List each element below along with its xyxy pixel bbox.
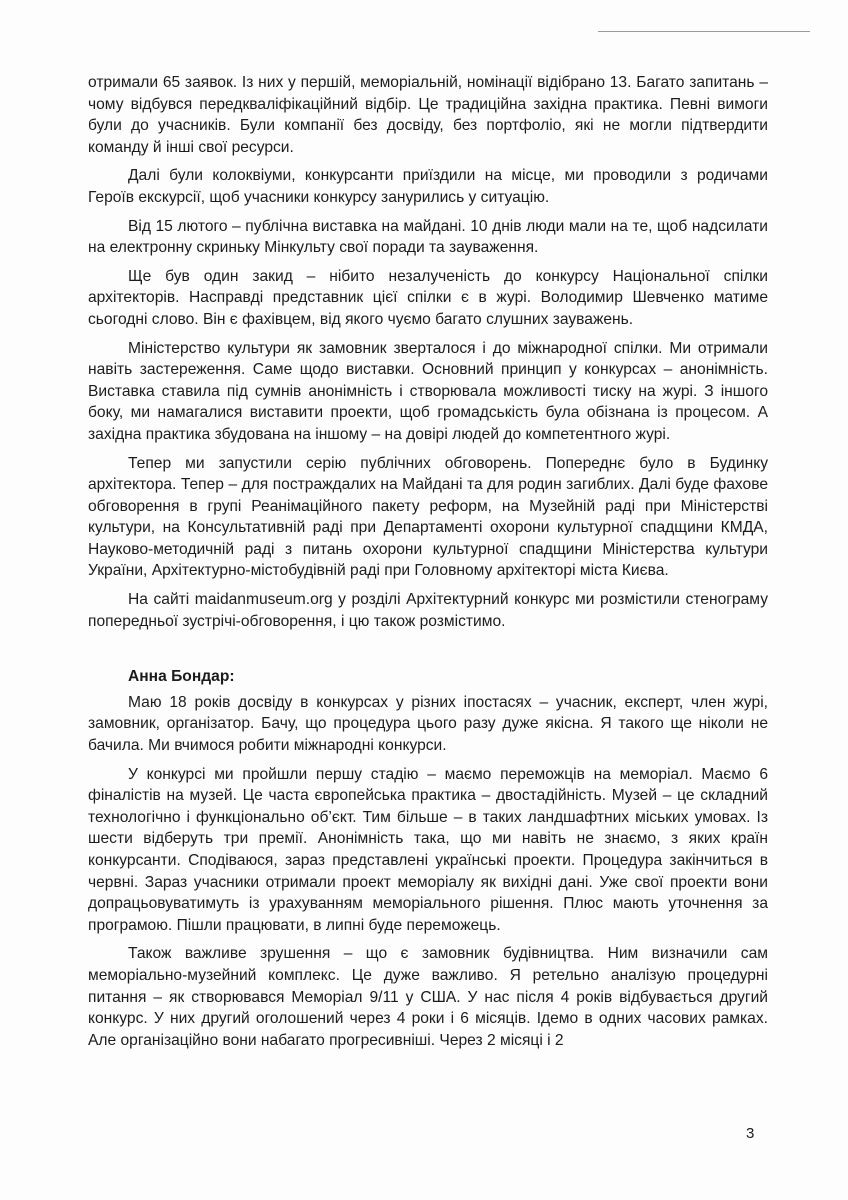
document-body bbox=[88, 72, 768, 1058]
paragraph: Ще був один закид – нібито незалученість до конкурсу Національної спілки архітекторів. Насправді представник цієї спілки є в журі. Володимир Шевченко матиме сьогодні слово. Він є фахівцем, від якого чуємо багато слушних зауважень. bbox=[88, 267, 768, 328]
paragraph: Також важливе зрушення – що є замовник будівництва. Ним визначили сам меморіально-музейний комплекс. Це дуже важливо. Я ретельно аналізую процедурні питання – як створювався Меморіал 9/11 у США. У нас після 4 років відбувається другий конкурс. У них другий оголошений через 4 роки і 6 місяців. Ідемо в одних часових рамках. Але організаційно вони набагато прогресивніші. Через 2 місяці і 2 bbox=[88, 945, 768, 1049]
paragraph: Від 15 лютого – публічна виставка на майдані. 10 днів люди мали на те, щоб надсилати на електронну скриньку Мінкульту свої поради та зауваження. bbox=[88, 217, 768, 257]
paragraph: Далі були колоквіуми, конкурсанти приїздили на місце, ми проводили з родичами Героїв екскурсії, щоб учасники конкурсу занурились у ситуацію. bbox=[88, 167, 768, 206]
paragraph: На сайті maidanmuseum.org у розділі Архітектурний конкурс ми розмістили стенограму попередньої зустрічі-обговорення, і цю також розмістимо. bbox=[88, 591, 768, 630]
page-number: 3 bbox=[746, 1125, 755, 1142]
speaker-heading: Анна Бондар: bbox=[128, 668, 235, 686]
paragraph: Маю 18 років досвіду в конкурсах у різних іпостасях – учасник, експерт, член журі, замовник, організатор. Бачу, що процедура цього разу дуже якісна. Я такого ще ніколи не бачила. Ми вчимося робити міжнародні конкурси. bbox=[88, 693, 768, 755]
paragraph: У конкурсі ми пройшли першу стадію – маємо переможців на меморіал. Маємо 6 фіналістів на музей. Це часта європейська практика – двостадійність. Музей – це складний технологічно і функціонально об’єкт. Тим більше – в таких ландшафтних міських умовах. Із шести відберуть три премії. Анонімність така, що ми навіть не знаємо, з яких країн конкурсанти. Сподіваюся, зараз представлені українські проекти. Процедура закінчиться в червні. Зараз учасники отримали проект меморіалу як вихідні дані. Уже свої проекти вони допрацьовуватимуть із урахуванням меморіального рішення. Плюс мають уточнення за програмою. Пішли працювати, в липні буде переможець. bbox=[88, 765, 768, 934]
paragraph: Тепер ми запустили серію публічних обговорень. Попереднє було в Будинку архітектора. Тепер – для постраждалих на Майдані та для родин загиблих. Далі буде фахове обговорення в групі Реанімаційного пакету реформ, на Музейній раді при Міністерстві культури, на Консультативній раді при Департаменті охорони культурної спадщини КМДА, Науково-методичній раді з питань охорони культурної спадщини Міністерства культури України, Архітектурно-містобудівній раді при Головному архітекторі міста Києва. bbox=[88, 454, 768, 580]
header-rule bbox=[598, 31, 810, 32]
paragraph: отримали 65 заявок. Із них у першій, меморіальній, номінації відібрано 13. Багато запитань – чому відбувся передкваліфікаційний відбір. Це традиційна західна практика. Певні вимоги були до учасників. Були компанії без досвіду, без портфоліо, які не могли підтвердити команду й інші свої ресурси. bbox=[88, 74, 768, 156]
paragraph: Міністерство культури як замовник зверталося і до міжнародної спілки. Ми отримали навіть застереження. Саме щодо виставки. Основний принцип у конкурсах – анонімність. Виставка ставила під сумнів анонімність і створювала можливості тиску на журі. З іншого боку, ми намагалися виставити проекти, щоб громадськість була обізнана із процесом. А західна практика збудована на іншому – на довірі людей до компетентного журі. bbox=[88, 339, 768, 443]
